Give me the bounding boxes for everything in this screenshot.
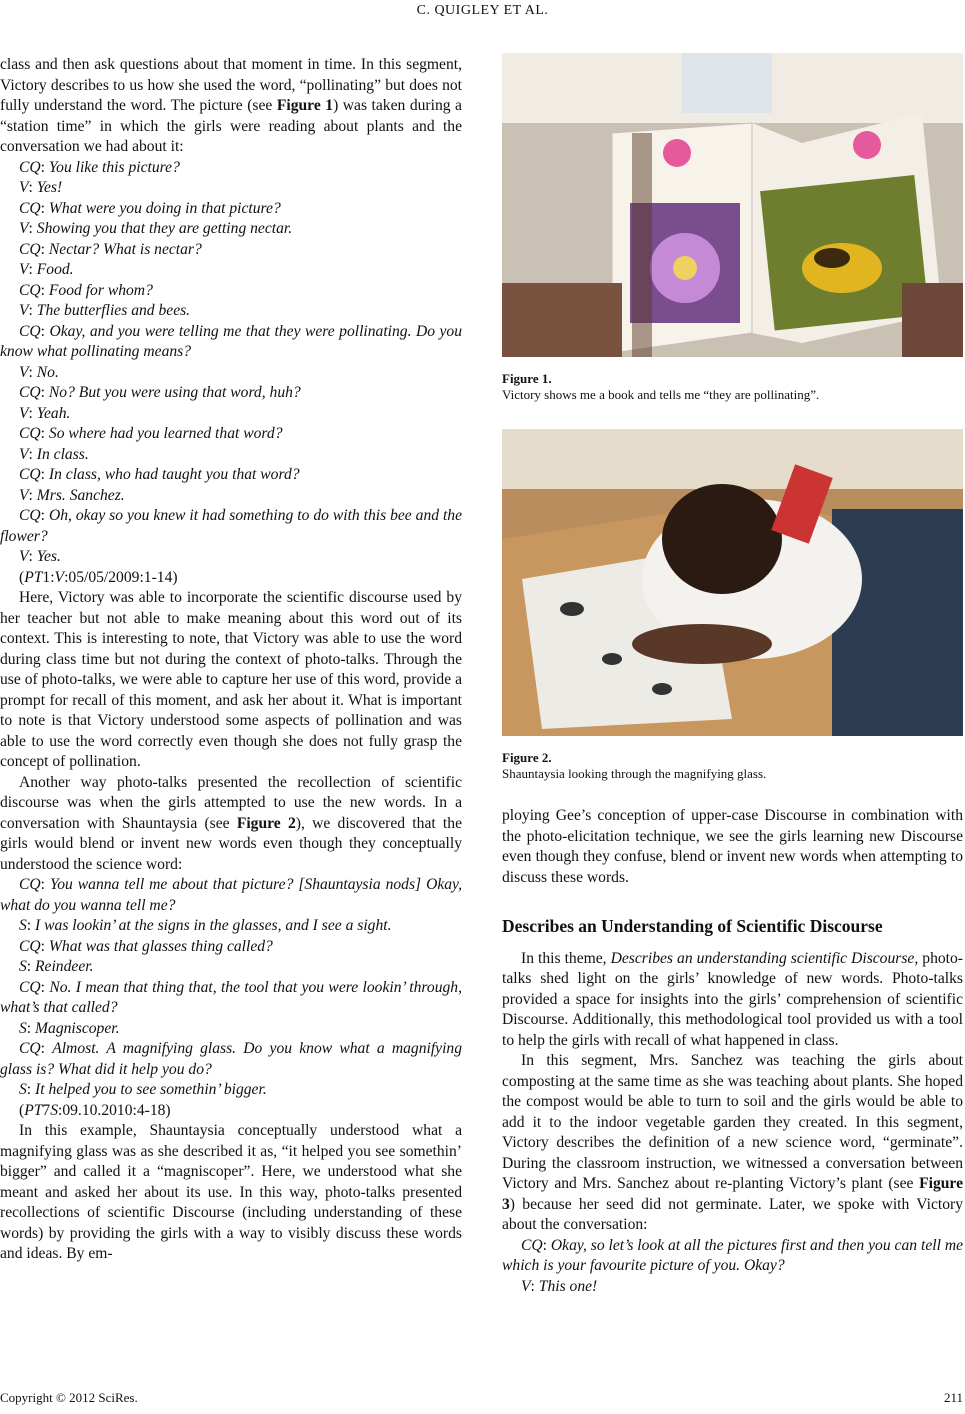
section-heading: Describes an Understanding of Scientific Discourse — [502, 916, 883, 936]
text-run: ( — [19, 1101, 25, 1119]
dialogue-line — [0, 937, 462, 958]
text-run: ) because her seed did not germinate. Later, we spoke with Victory about the conversation: — [502, 1195, 963, 1233]
figure-2-caption — [502, 750, 963, 782]
dialogue-line — [0, 199, 462, 220]
text-run: ), we discovered that the girls would blend or invent new words even though they conceptually understood the science word: — [0, 814, 462, 873]
speaker: CQ : — [19, 241, 49, 258]
body-paragraph — [0, 1121, 462, 1265]
dialogue-line — [0, 240, 462, 261]
speaker: CQ : — [19, 425, 49, 442]
text-run: S — [50, 1101, 58, 1119]
utterance: Okay, and you were telling me that they were pollinating. Do you know what pollinating means? — [0, 322, 462, 360]
utterance: Yes! — [36, 179, 63, 196]
utterance: Okay, so let’s look at all the pictures first and then you can tell me which is your favourite picture of you. Okay? — [502, 1236, 963, 1274]
figure-1-photo — [502, 53, 963, 357]
utterance: What was that glasses thing called? — [48, 937, 273, 955]
utterance: Food. — [36, 261, 74, 278]
dialogue-line — [0, 1019, 462, 1040]
magnifying-glass-photo-illustration — [502, 429, 963, 736]
speaker: S : — [19, 917, 35, 934]
body-paragraph — [502, 806, 963, 888]
dialogue-line — [0, 978, 462, 1019]
utterance: In class, who had taught you that word? — [48, 466, 300, 483]
dialogue-line — [0, 486, 462, 507]
speaker: CQ : — [521, 1237, 551, 1254]
body-paragraph — [0, 588, 462, 773]
speaker: V : — [19, 220, 37, 237]
dialogue-line — [0, 260, 462, 281]
speaker: CQ : — [19, 282, 49, 299]
utterance: Oh, okay so you knew it had something to do with this bee and the flower? — [0, 507, 463, 545]
utterance: What were you doing in that picture? — [48, 199, 281, 217]
page-footer — [0, 1390, 963, 1406]
text-run: ( — [19, 568, 25, 586]
page-number: 211 — [943, 1390, 963, 1405]
text-run: 7 — [42, 1101, 51, 1119]
text-run: PT — [24, 568, 43, 586]
text-run: PT — [24, 1101, 43, 1119]
speaker: V : — [19, 548, 37, 565]
speaker: V : — [19, 487, 37, 504]
utterance: Reindeer. — [35, 958, 94, 975]
utterance: Magniscoper. — [35, 1019, 120, 1037]
utterance: Showing you that they are getting nectar. — [36, 220, 293, 237]
text-run: Here, Victory was able to incorporate the scientific discourse used by her teacher but not able to make meaning about this word out of its context. This is interesting to note, that Victory was able to use the word during class time but not during the context of photo-talks. Through the use of photo-talks, we were able to capture her use of this word, provide a prompt for recall of this moment, and ask her about it. What is important to note is that Victory understood some aspects of pollination and was able to use the word correctly even though she does not fully grasp the concept of pollination. — [0, 589, 462, 770]
dialogue-line — [0, 178, 462, 199]
figure-caption-text: Shauntaysia looking through the magnifying glass. — [502, 766, 767, 781]
dialogue-line — [0, 875, 462, 916]
dialogue-line — [0, 158, 462, 179]
dialogue-line — [0, 957, 462, 978]
text-run: ploying Gee’s conception of upper-case Discourse in combination with the photo-elicitation technique, we see the girls learning new Discourse even though they confuse, blend or invent new words when attempting to discuss these words. — [502, 807, 963, 886]
speaker: CQ : — [19, 938, 49, 955]
dialogue-line — [0, 465, 462, 486]
speaker: CQ : — [19, 159, 49, 176]
text-run: V — [54, 568, 65, 586]
utterance: Yeah. — [36, 404, 71, 422]
speaker: V : — [521, 1278, 539, 1295]
dialogue-line — [0, 219, 462, 240]
dialogue-line — [0, 363, 462, 384]
dialogue-line — [0, 383, 462, 404]
speaker: CQ : — [19, 384, 49, 401]
running-header: C. QUIGLEY ET AL. — [416, 3, 549, 18]
dialogue-line — [0, 322, 462, 363]
body-paragraph — [502, 949, 963, 1052]
speaker: CQ : — [19, 979, 49, 996]
utterance: I was lookin’ at the signs in the glasses, and I see a sight. — [35, 917, 392, 934]
dialogue-line — [0, 916, 462, 937]
utterance: Mrs. Sanchez. — [36, 486, 125, 504]
figure-2-photo — [502, 429, 963, 736]
dialogue-line — [502, 1277, 963, 1298]
speaker: V : — [19, 179, 37, 196]
speaker: S : — [19, 1081, 35, 1098]
figure-reference: Figure 2 — [236, 814, 296, 832]
text-run: , photo-talks shed light on the girls’ knowledge of new words. Photo-talks provided a space for insights into the girls’ comprehension of scientific Discourse. Additionally, this methodological tool provided us with a tool to help the girls with recall of what happened in class. — [502, 949, 963, 1049]
left-column — [0, 55, 462, 1265]
speaker: CQ : — [19, 1040, 52, 1057]
utterance: You wanna tell me about that picture? [Shauntaysia nods] Okay, what do you wanna tell me? — [0, 876, 463, 914]
text-run: :09.10.2010:4-18) — [58, 1101, 171, 1119]
figure-caption-text: Victory shows me a book and tells me “they are pollinating”. — [502, 387, 820, 402]
utterance: This one! — [538, 1277, 598, 1295]
figure-1-caption — [502, 371, 963, 403]
speaker: CQ : — [19, 876, 50, 893]
text-run: :05/05/2009:1-14) — [64, 568, 178, 586]
dialogue-line — [0, 301, 462, 322]
speaker: V : — [19, 405, 37, 422]
utterance: No. I mean that thing that, the tool that you were lookin’ through, what’s that called? — [0, 978, 463, 1016]
dialogue-line — [0, 404, 462, 425]
utterance: No? But you were using that word, huh? — [48, 384, 301, 401]
dialogue-line — [0, 547, 462, 568]
book-photo-illustration — [502, 53, 963, 357]
speaker: CQ : — [19, 507, 49, 524]
figure-reference: Figure 1 — [276, 97, 334, 114]
text-run: Another way photo-talks presented the recollection of scientific discourse was when the girls attempted to use the new words. In a conversation with Shauntaysia (see — [0, 773, 462, 832]
copyright-notice: Copyright © 2012 SciRes. — [0, 1390, 138, 1405]
speaker: V : — [19, 261, 37, 278]
speaker: V : — [19, 302, 37, 319]
body-paragraph — [0, 1101, 462, 1122]
speaker: S : — [19, 958, 35, 975]
figure-reference: Figure 3 — [502, 1175, 963, 1213]
utterance: It helped you to see somethin’ bigger. — [35, 1081, 267, 1098]
speaker: V : — [19, 364, 37, 381]
utterance: In class. — [36, 445, 89, 463]
utterance: No. — [36, 363, 59, 381]
utterance: Almost. A magnifying glass. Do you know what a magnifying glass is? What did it help you do? — [0, 1040, 462, 1078]
body-paragraph — [0, 773, 462, 876]
dialogue-line — [0, 1039, 462, 1080]
utterance: Nectar? What is nectar? — [48, 240, 202, 258]
text-run: Describes an understanding scientific Discourse — [610, 949, 915, 967]
dialogue-line — [0, 1080, 462, 1101]
figure-label: Figure 1. — [502, 371, 552, 386]
utterance: Food for whom? — [48, 281, 153, 299]
body-paragraph — [0, 55, 462, 158]
text-run: 1: — [42, 568, 55, 586]
right-column-text — [502, 806, 963, 1297]
dialogue-line — [0, 424, 462, 445]
dialogue-line — [0, 445, 462, 466]
body-paragraph — [502, 1051, 963, 1236]
utterance: The butterflies and bees. — [36, 302, 191, 319]
text-run: ) was taken during a “station time” in which the girls were reading about plants and the conversation we had about it: — [0, 97, 462, 155]
speaker: CQ : — [19, 466, 49, 483]
speaker: V : — [19, 446, 37, 463]
figure-label: Figure 2. — [502, 750, 552, 765]
dialogue-line — [502, 1236, 963, 1277]
speaker: CQ : — [19, 200, 49, 217]
text-run: In this theme, — [521, 949, 611, 967]
text-run: In this segment, Mrs. Sanchez was teaching the girls about composting at the same time as she was teaching about plants. She hoped the compost would be able to turn to soil and the girls would be able to add it to the indoor vegetable garden they created. In this segment, Victory describes the definition of a new science word, “germinate”. During the classroom instruction, we witnessed a conversation between Victory and Mrs. Sanchez about re-planting Victory’s plant (see — [502, 1052, 963, 1192]
dialogue-line — [0, 506, 462, 547]
right-column — [502, 55, 963, 1297]
utterance: You like this picture? — [48, 158, 180, 176]
text-run: class and then ask questions about that moment in time. In this segment, Victory describes to us how she used the word, “pollinating” but does not fully understand the word. The picture (see — [0, 56, 462, 114]
body-paragraph — [0, 568, 462, 589]
text-run: In this example, Shauntaysia conceptually understood what a magnifying glass was as she described it as, “it helped you see somethin’ bigger” and called it a “magniscoper”. Here, we understood what she meant and asked her about its use. In this way, photo-talks presented recollections of scientific Discourse (including understanding of these words) by providing the girls with a way to visibly discuss these words and ideas. By em- — [0, 1122, 462, 1262]
utterance: So where had you learned that word? — [48, 425, 283, 442]
speaker: S : — [19, 1020, 35, 1037]
utterance: Yes. — [36, 548, 61, 565]
dialogue-line — [0, 281, 462, 302]
speaker: CQ : — [19, 323, 49, 340]
